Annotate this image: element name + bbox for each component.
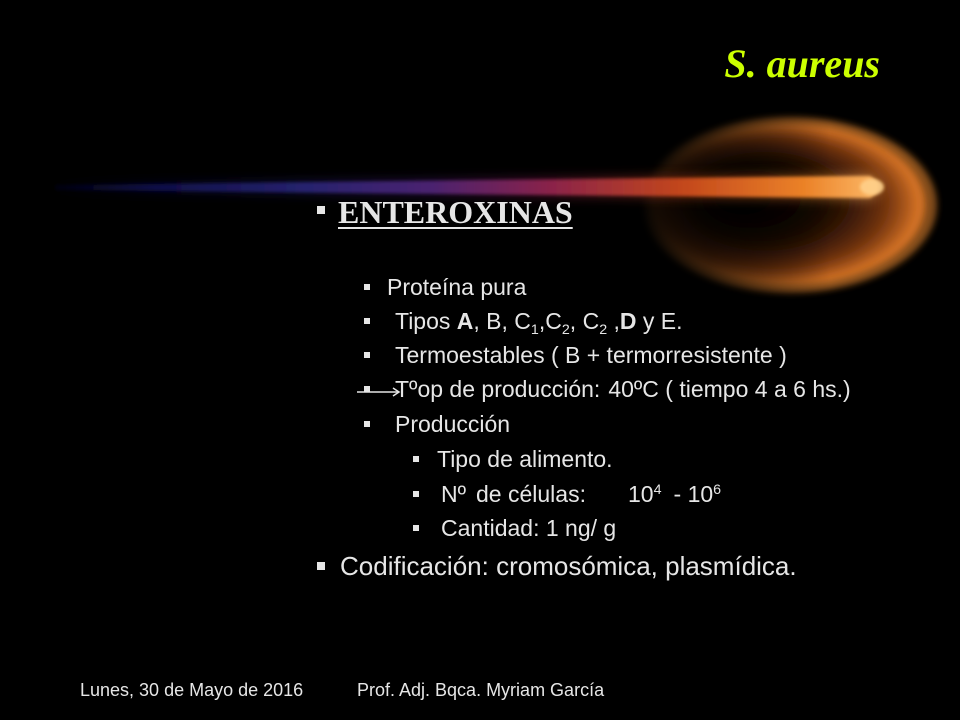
square-bullet-icon [364,352,370,358]
footer-date: Lunes, 30 de Mayo de 2016 [80,680,304,700]
section-heading: ENTEROXINAS [338,194,573,230]
superscript: 4 [653,482,662,499]
square-bullet-icon [413,491,419,497]
square-bullet-icon [364,284,370,290]
bold-text: A [456,308,474,334]
subscript: 2 [561,321,570,338]
superscript: 6 [713,482,722,499]
text-segment: Tºop de producción: [395,376,601,402]
text-segment: 10 [627,481,654,507]
slide-title: S. aureus [724,41,880,86]
text-segment: , C [569,308,600,334]
footer-author: Prof. Adj. Bqca. Myriam García [357,680,605,700]
square-bullet-icon [413,456,419,462]
text-segment: , B, C [473,308,531,334]
list-item: Termoestables ( B + termorresistente ) [395,342,787,368]
square-bullet-icon [317,562,325,570]
list-item: Tipo de alimento. [437,446,613,472]
square-bullet-icon [413,525,419,531]
square-bullet-icon [364,318,370,324]
bold-text: D [619,308,637,334]
list-item: Codificación: cromosómica, plasmídica. [340,551,797,581]
text-segment: ,C [538,308,562,334]
text-segment: Nº [441,481,467,507]
text-segment: 40ºC ( tiempo 4 a 6 hs.) [608,376,851,402]
text-segment: - 10 [673,481,714,507]
right-arrow-icon [355,385,403,399]
subscript: 2 [599,321,608,338]
text-segment: Tipos [395,308,457,334]
square-bullet-icon [364,421,370,427]
list-item: Cantidad: 1 ng/ g [441,515,617,541]
text-segment: de células: [476,481,586,507]
text-segment: y E. [636,308,683,334]
text-segment: , [607,308,620,334]
list-item: Proteína pura [387,274,527,300]
list-item [395,306,683,336]
list-item: Producción [395,411,511,437]
list-item [441,479,721,509]
list-item [395,374,851,404]
square-bullet-icon [317,206,325,214]
subscript: 1 [530,321,539,338]
